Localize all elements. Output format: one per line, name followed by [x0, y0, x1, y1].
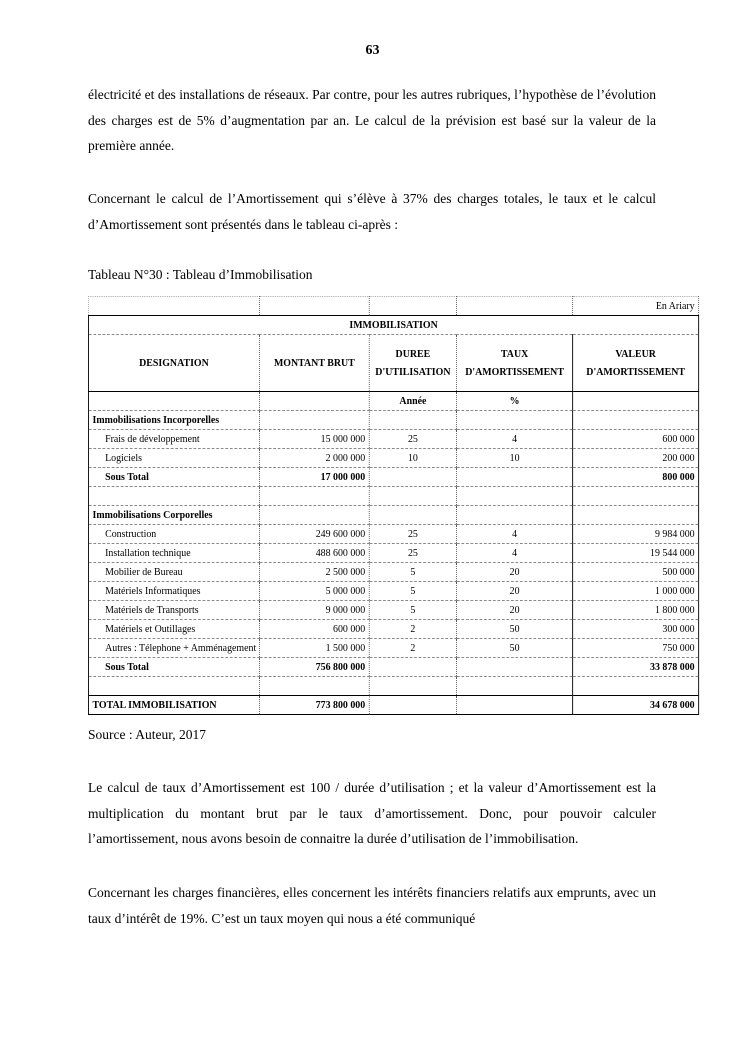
table-row — [88, 563, 698, 582]
paragraph-amortissement-intro: Concernant le calcul de l’Amortissement qui s’élève à 37% des charges totales, le taux et le calcul d’Amortissement sont présentés dans le tableau ci-après : — [88, 191, 656, 232]
cell-valeur: 300 000 — [573, 620, 699, 639]
cell-montant: 15 000 000 — [259, 430, 369, 449]
table-row — [88, 525, 698, 544]
unit-duree: Année — [369, 392, 456, 411]
cell-montant: 249 600 000 — [259, 525, 369, 544]
subtotal-row — [88, 468, 698, 487]
cell-valeur: 19 544 000 — [573, 544, 699, 563]
header-taux: TAUX D'AMORTISSEMENT — [457, 335, 573, 392]
cell-duree: 2 — [369, 620, 456, 639]
section-corporelles: Immobilisations Corporelles — [88, 506, 259, 525]
units-row — [88, 392, 698, 411]
total-montant: 773 800 000 — [259, 696, 369, 715]
subtotal-row — [88, 658, 698, 677]
cell-taux: 4 — [457, 525, 573, 544]
subtotal-montant: 756 800 000 — [259, 658, 369, 677]
cell-montant: 2 000 000 — [259, 449, 369, 468]
cell-duree: 10 — [369, 449, 456, 468]
cell-duree: 2 — [369, 639, 456, 658]
cell-valeur: 500 000 — [573, 563, 699, 582]
table-header-row — [88, 335, 698, 392]
table-row — [88, 620, 698, 639]
cell-designation: Frais de développement — [88, 430, 259, 449]
cell-valeur: 750 000 — [573, 639, 699, 658]
subtotal-label: Sous Total — [88, 468, 259, 487]
cell-taux: 50 — [457, 639, 573, 658]
cell-montant: 488 600 000 — [259, 544, 369, 563]
cell-valeur: 600 000 — [573, 430, 699, 449]
cell-taux: 10 — [457, 449, 573, 468]
cell-designation: Matériels Informatiques — [88, 582, 259, 601]
cell-montant: 1 500 000 — [259, 639, 369, 658]
cell-valeur: 1 800 000 — [573, 601, 699, 620]
table-row — [88, 639, 698, 658]
cell-designation: Logiciels — [88, 449, 259, 468]
header-montant: MONTANT BRUT — [259, 335, 369, 392]
header-valeur: VALEUR D'AMORTISSEMENT — [573, 335, 699, 392]
cell-duree: 25 — [369, 544, 456, 563]
cell-designation: Mobilier de Bureau — [88, 563, 259, 582]
paragraph-charges-evolution: électricité et des installations de réseaux. Par contre, pour les autres rubriques, l’hypothèse de l’évolution des charges est de 5% d’augmentation par an. Le calcul de la prévision est basé sur la valeur de la première année. — [88, 87, 656, 153]
total-valeur: 34 678 000 — [573, 696, 699, 715]
total-label: TOTAL IMMOBILISATION — [88, 696, 259, 715]
cell-taux: 4 — [457, 544, 573, 563]
cell-duree: 5 — [369, 601, 456, 620]
cell-montant: 9 000 000 — [259, 601, 369, 620]
cell-duree: 5 — [369, 563, 456, 582]
unit-taux: % — [457, 392, 573, 411]
section-row — [88, 506, 698, 525]
cell-valeur: 9 984 000 — [573, 525, 699, 544]
subtotal-label: Sous Total — [88, 658, 259, 677]
cell-designation: Matériels de Transports — [88, 601, 259, 620]
table-row — [88, 449, 698, 468]
table-caption: Tableau N°30 : Tableau d’Immobilisation — [88, 267, 313, 282]
table-source: Source : Auteur, 2017 — [88, 727, 206, 742]
table-row — [88, 582, 698, 601]
section-row — [88, 411, 698, 430]
cell-montant: 2 500 000 — [259, 563, 369, 582]
cell-designation: Construction — [88, 525, 259, 544]
cell-taux: 20 — [457, 563, 573, 582]
immobilisation-table — [88, 296, 699, 715]
subtotal-valeur: 800 000 — [573, 468, 699, 487]
total-row — [88, 696, 698, 715]
cell-montant: 600 000 — [259, 620, 369, 639]
cell-valeur: 1 000 000 — [573, 582, 699, 601]
currency-unit: En Ariary — [573, 297, 699, 316]
table-title: IMMOBILISATION — [88, 316, 698, 335]
page-number: 63 — [365, 43, 380, 58]
table-row — [88, 601, 698, 620]
cell-designation: Installation technique — [88, 544, 259, 563]
section-incorporelles: Immobilisations Incorporelles — [88, 411, 259, 430]
table-row — [88, 544, 698, 563]
cell-designation: Matériels et Outillages — [88, 620, 259, 639]
cell-duree: 5 — [369, 582, 456, 601]
paragraph-taux-calcul: Le calcul de taux d’Amortissement est 100 / durée d’utilisation ; et la valeur d’Amortissement est la multiplication du montant brut par le taux d’amortissement. Donc, pour pouvoir calculer l’amortissement, nous avons besoin de connaitre la durée d’utilisation de l’immobilisation. — [88, 780, 656, 846]
header-duree: DUREE D'UTILISATION — [369, 335, 456, 392]
subtotal-valeur: 33 878 000 — [573, 658, 699, 677]
cell-duree: 25 — [369, 525, 456, 544]
cell-taux: 50 — [457, 620, 573, 639]
cell-taux: 20 — [457, 582, 573, 601]
cell-taux: 4 — [457, 430, 573, 449]
paragraph-charges-financieres: Concernant les charges financières, elles concernent les intérêts financiers relatifs aux emprunts, avec un taux d’intérêt de 19%. C’est un taux moyen qui nous a été communiqué — [88, 885, 656, 926]
cell-montant: 5 000 000 — [259, 582, 369, 601]
header-designation: DESIGNATION — [88, 335, 259, 392]
subtotal-montant: 17 000 000 — [259, 468, 369, 487]
cell-taux: 20 — [457, 601, 573, 620]
cell-valeur: 200 000 — [573, 449, 699, 468]
cell-duree: 25 — [369, 430, 456, 449]
table-row — [88, 430, 698, 449]
cell-designation: Autres : Télephone + Amménagement — [88, 639, 259, 658]
